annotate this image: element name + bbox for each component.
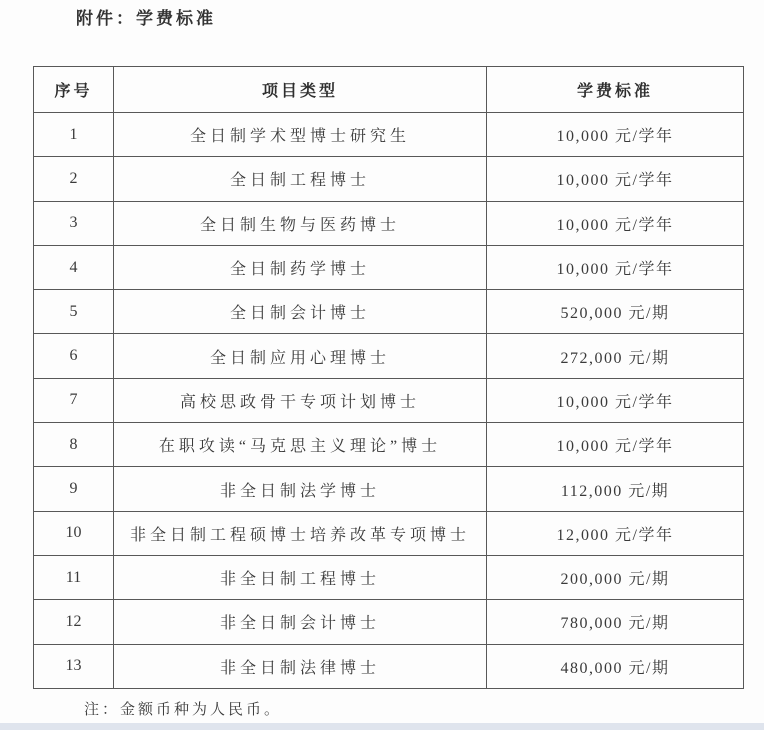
row-number: 3 — [34, 201, 114, 245]
column-header-serial-number: 序号 — [34, 67, 114, 113]
table-row — [34, 245, 744, 289]
row-number: 1 — [34, 113, 114, 157]
row-number: 7 — [34, 378, 114, 422]
page-bottom-edge — [0, 723, 764, 730]
column-header-fee-standard: 学费标准 — [487, 67, 744, 113]
fee-standard: 12,000 元/学年 — [487, 511, 744, 555]
fee-standard: 480,000 元/期 — [487, 644, 744, 688]
fee-standard: 112,000 元/期 — [487, 467, 744, 511]
table-row — [34, 334, 744, 378]
table-row — [34, 201, 744, 245]
tuition-fee-table — [33, 66, 744, 689]
table-row — [34, 423, 744, 467]
row-number: 4 — [34, 245, 114, 289]
fee-standard: 10,000 元/学年 — [487, 423, 744, 467]
fee-standard: 10,000 元/学年 — [487, 378, 744, 422]
footnote: 注：金额币种为人民币。 — [84, 702, 283, 718]
table-row — [34, 511, 744, 555]
program-type: 非全日制工程硕博士培养改革专项博士 — [114, 511, 487, 555]
program-type: 非全日制法学博士 — [114, 467, 487, 511]
table-row — [34, 290, 744, 334]
fee-standard: 200,000 元/期 — [487, 555, 744, 599]
table-row — [34, 600, 744, 644]
table-header-row — [34, 67, 744, 113]
program-type: 非全日制工程博士 — [114, 555, 487, 599]
row-number: 5 — [34, 290, 114, 334]
attachment-title: 附件：学费标准 — [76, 9, 216, 28]
fee-standard: 10,000 元/学年 — [487, 245, 744, 289]
table-row — [34, 644, 744, 688]
program-type: 全日制生物与医药博士 — [114, 201, 487, 245]
program-type: 高校思政骨干专项计划博士 — [114, 378, 487, 422]
row-number: 13 — [34, 644, 114, 688]
program-type: 非全日制会计博士 — [114, 600, 487, 644]
row-number: 9 — [34, 467, 114, 511]
column-header-program-type: 项目类型 — [114, 67, 487, 113]
table-row — [34, 113, 744, 157]
row-number: 10 — [34, 511, 114, 555]
fee-standard: 272,000 元/期 — [487, 334, 744, 378]
program-type: 全日制工程博士 — [114, 157, 487, 201]
table-row — [34, 378, 744, 422]
row-number: 11 — [34, 555, 114, 599]
fee-standard: 520,000 元/期 — [487, 290, 744, 334]
program-type: 全日制学术型博士研究生 — [114, 113, 487, 157]
program-type: 在职攻读“马克思主义理论”博士 — [114, 423, 487, 467]
table-row — [34, 555, 744, 599]
fee-standard: 10,000 元/学年 — [487, 113, 744, 157]
row-number: 8 — [34, 423, 114, 467]
row-number: 12 — [34, 600, 114, 644]
row-number: 2 — [34, 157, 114, 201]
fee-standard: 780,000 元/期 — [487, 600, 744, 644]
table-row — [34, 157, 744, 201]
row-number: 6 — [34, 334, 114, 378]
program-type: 全日制会计博士 — [114, 290, 487, 334]
table-row — [34, 467, 744, 511]
program-type: 非全日制法律博士 — [114, 644, 487, 688]
fee-standard: 10,000 元/学年 — [487, 157, 744, 201]
program-type: 全日制药学博士 — [114, 245, 487, 289]
program-type: 全日制应用心理博士 — [114, 334, 487, 378]
fee-standard: 10,000 元/学年 — [487, 201, 744, 245]
